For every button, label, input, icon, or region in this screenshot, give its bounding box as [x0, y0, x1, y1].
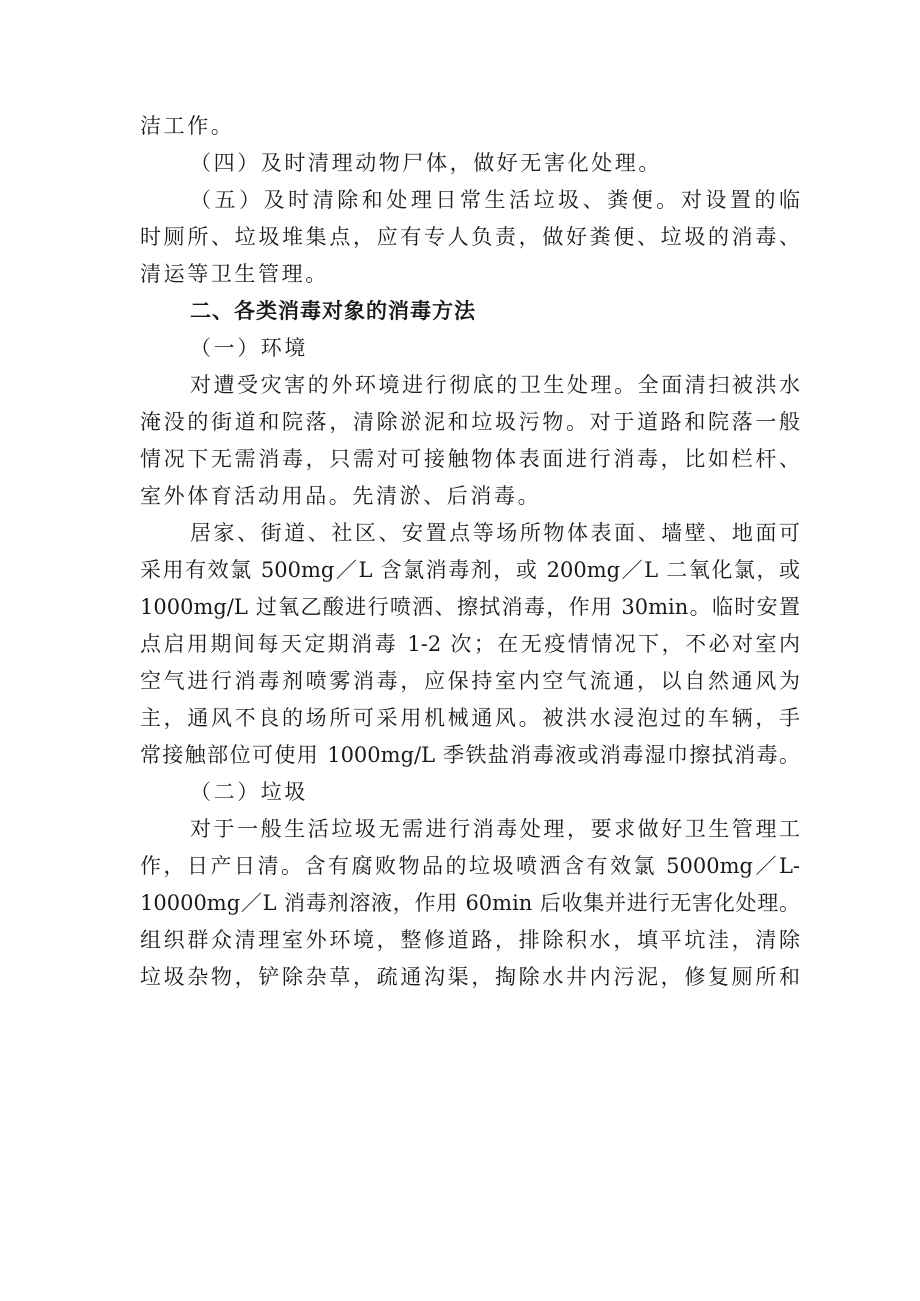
paragraph-line: 淹没的街道和院落，清除淤泥和垃圾污物。对于道路和院落一般: [140, 410, 800, 434]
paragraph-line: 情况下无需消毒，只需对可接触物体表面进行消毒，比如栏杆、: [140, 447, 800, 471]
paragraph-line: 1000mg/L 过氧乙酸进行喷洒、擦拭消毒，作用 30min。临时安置: [140, 595, 800, 619]
paragraph-line: 时厕所、垃圾堆集点，应有专人负责，做好粪便、垃圾的消毒、: [140, 225, 800, 249]
paragraph-line: 洁工作。: [140, 114, 235, 138]
list-item-five: （五）及时清除和处理日常生活垃圾、粪便。对设置的临: [190, 188, 800, 212]
paragraph-line: 居家、街道、社区、安置点等场所物体表面、墙壁、地面可: [190, 521, 800, 545]
paragraph-line: 主，通风不良的场所可采用机械通风。被洪水浸泡过的车辆，手: [140, 706, 800, 730]
paragraph-line: 采用有效氯 500mg／L 含氯消毒剂，或 200mg／L 二氧化氯，或: [140, 558, 800, 582]
paragraph-line: 组织群众清理室外环境，整修道路，排除积水，填平坑洼，清除: [140, 928, 800, 952]
paragraph-line: 室外体育活动用品。先清淤、后消毒。: [140, 484, 542, 508]
paragraph-line: 垃圾杂物，铲除杂草，疏通沟渠，掏除水井内污泥，修复厕所和: [140, 965, 800, 989]
paragraph-line: 作，日产日清。含有腐败物品的垃圾喷洒含有效氯 5000mg／L-: [140, 854, 800, 878]
paragraph-line: 空气进行消毒剂喷雾消毒，应保持室内空气流通，以自然通风为: [140, 669, 800, 693]
paragraph-line: 10000mg／L 消毒剂溶液，作用 60min 后收集并进行无害化处理。: [140, 891, 800, 915]
paragraph-line: 对于一般生活垃圾无需进行消毒处理，要求做好卫生管理工: [190, 817, 800, 841]
paragraph-line: 对遭受灾害的外环境进行彻底的卫生处理。全面清扫被洪水: [190, 373, 800, 397]
subsection-heading-garbage: （二）垃圾: [190, 780, 308, 804]
paragraph-line: 常接触部位可使用 1000mg/L 季铁盐消毒液或消毒湿巾擦拭消毒。: [140, 743, 800, 767]
paragraph-line: 点启用期间每天定期消毒 1-2 次；在无疫情情况下，不必对室内: [140, 632, 800, 656]
paragraph-line: 清运等卫生管理。: [140, 262, 329, 286]
section-heading: 二、各类消毒对象的消毒方法: [190, 299, 476, 323]
document-page: [140, 108, 800, 996]
list-item-four: （四）及时清理动物尸体，做好无害化处理。: [190, 151, 662, 175]
subsection-heading-environment: （一）环境: [190, 336, 308, 360]
